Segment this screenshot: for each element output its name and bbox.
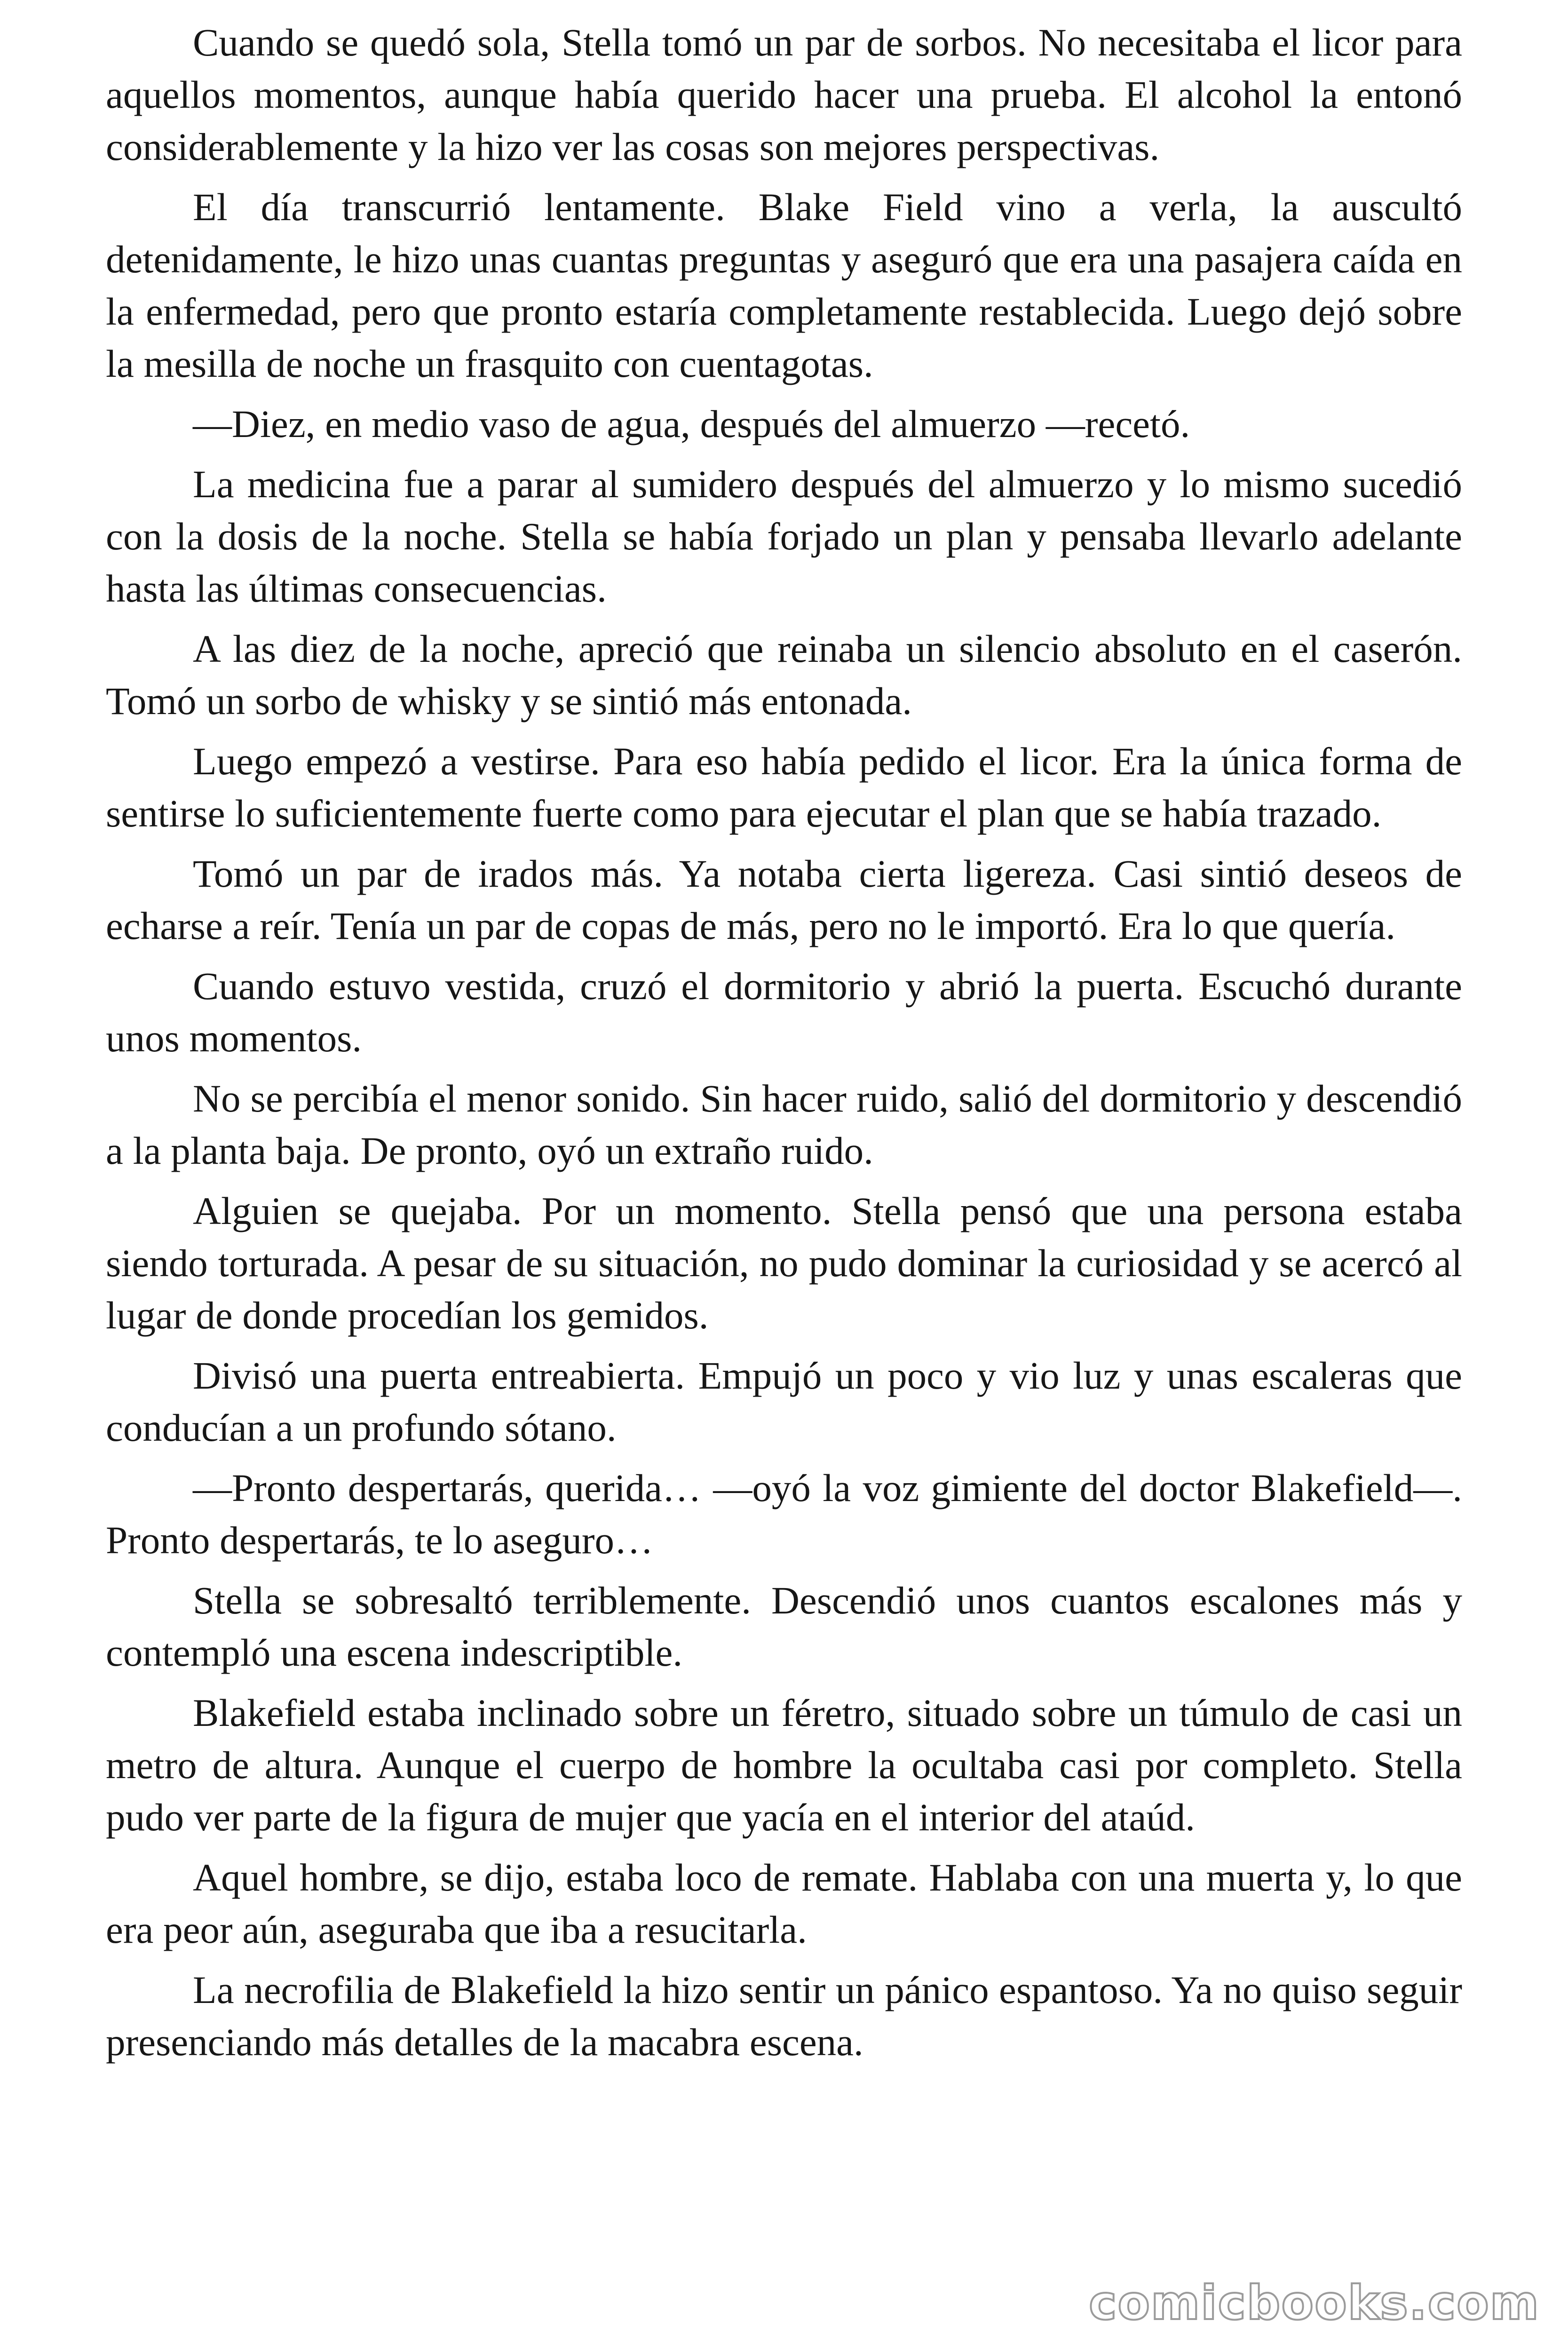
- paragraph: Cuando estuvo vestida, cruzó el dormitorio y abrió la puerta. Escuchó durante unos momentos.: [106, 964, 1462, 1060]
- paragraph: Divisó una puerta entreabierta. Empujó un poco y vio luz y unas escaleras que conducían a un profundo sótano.: [106, 1354, 1462, 1449]
- paragraph: A las diez de la noche, apreció que reinaba un silencio absoluto en el caserón. Tomó un sorbo de whisky y se sintió más entonada.: [106, 627, 1462, 723]
- paragraph: No se percibía el menor sonido. Sin hacer ruido, salió del dormitorio y descendió a la planta baja. De pronto, oyó un extraño ruido.: [106, 1077, 1462, 1172]
- paragraph: Cuando se quedó sola, Stella tomó un par de sorbos. No necesitaba el licor para aquellos momentos, aunque había querido hacer una prueba. El alcohol la entonó considerablemente y la hizo ver las cosas son mejores perspectivas.: [106, 21, 1462, 168]
- paragraph: Alguien se quejaba. Por un momento. Stella pensó que una persona estaba siendo torturada. A pesar de su situación, no pudo dominar la curiosidad y se acercó al lugar de donde procedían los gemidos.: [106, 1189, 1462, 1337]
- paragraph: Aquel hombre, se dijo, estaba loco de remate. Hablaba con una muerta y, lo que era peor aún, aseguraba que iba a resucitarla.: [106, 1856, 1462, 1951]
- paragraph: Luego empezó a vestirse. Para eso había pedido el licor. Era la única forma de sentirse lo suficientemente fuerte como para ejecutar el plan que se había trazado.: [106, 739, 1462, 835]
- paragraph: La necrofilia de Blakefield la hizo sentir un pánico espantoso. Ya no quiso seguir presenciando más detalles de la macabra escena.: [106, 1968, 1462, 2064]
- page-body: [106, 16, 1462, 2076]
- paragraph: —Diez, en medio vaso de agua, después del almuerzo —recetó.: [193, 402, 1190, 445]
- watermark: comicbooks.com: [1089, 2275, 1540, 2330]
- paragraph: La medicina fue a parar al sumidero después del almuerzo y lo mismo sucedió con la dosis de la noche. Stella se había forjado un plan y pensaba llevarlo adelante hasta las últimas consecuencias.: [106, 462, 1462, 610]
- paragraph: Blakefield estaba inclinado sobre un féretro, situado sobre un túmulo de casi un metro de altura. Aunque el cuerpo de hombre la ocultaba casi por completo. Stella pudo ver parte de la figura de mujer que yacía en el interior del ataúd.: [106, 1691, 1462, 1839]
- paragraph: El día transcurrió lentamente. Blake Field vino a verla, la auscultó detenidamente, le hizo unas cuantas preguntas y aseguró que era una pasajera caída en la enfermedad, pero que pronto estaría completamente restablecida. Luego dejó sobre la mesilla de noche un frasquito con cuentagotas.: [106, 185, 1462, 385]
- paragraph: —Pronto despertarás, querida… —oyó la voz gimiente del doctor Blakefield—. Pronto despertarás, te lo aseguro…: [106, 1466, 1462, 1562]
- paragraph: Tomó un par de irados más. Ya notaba cierta ligereza. Casi sintió deseos de echarse a reír. Tenía un par de copas de más, pero no le importó. Era lo que quería.: [106, 852, 1462, 947]
- paragraph: Stella se sobresaltó terriblemente. Descendió unos cuantos escalones más y contempló una escena indescriptible.: [106, 1579, 1462, 1674]
